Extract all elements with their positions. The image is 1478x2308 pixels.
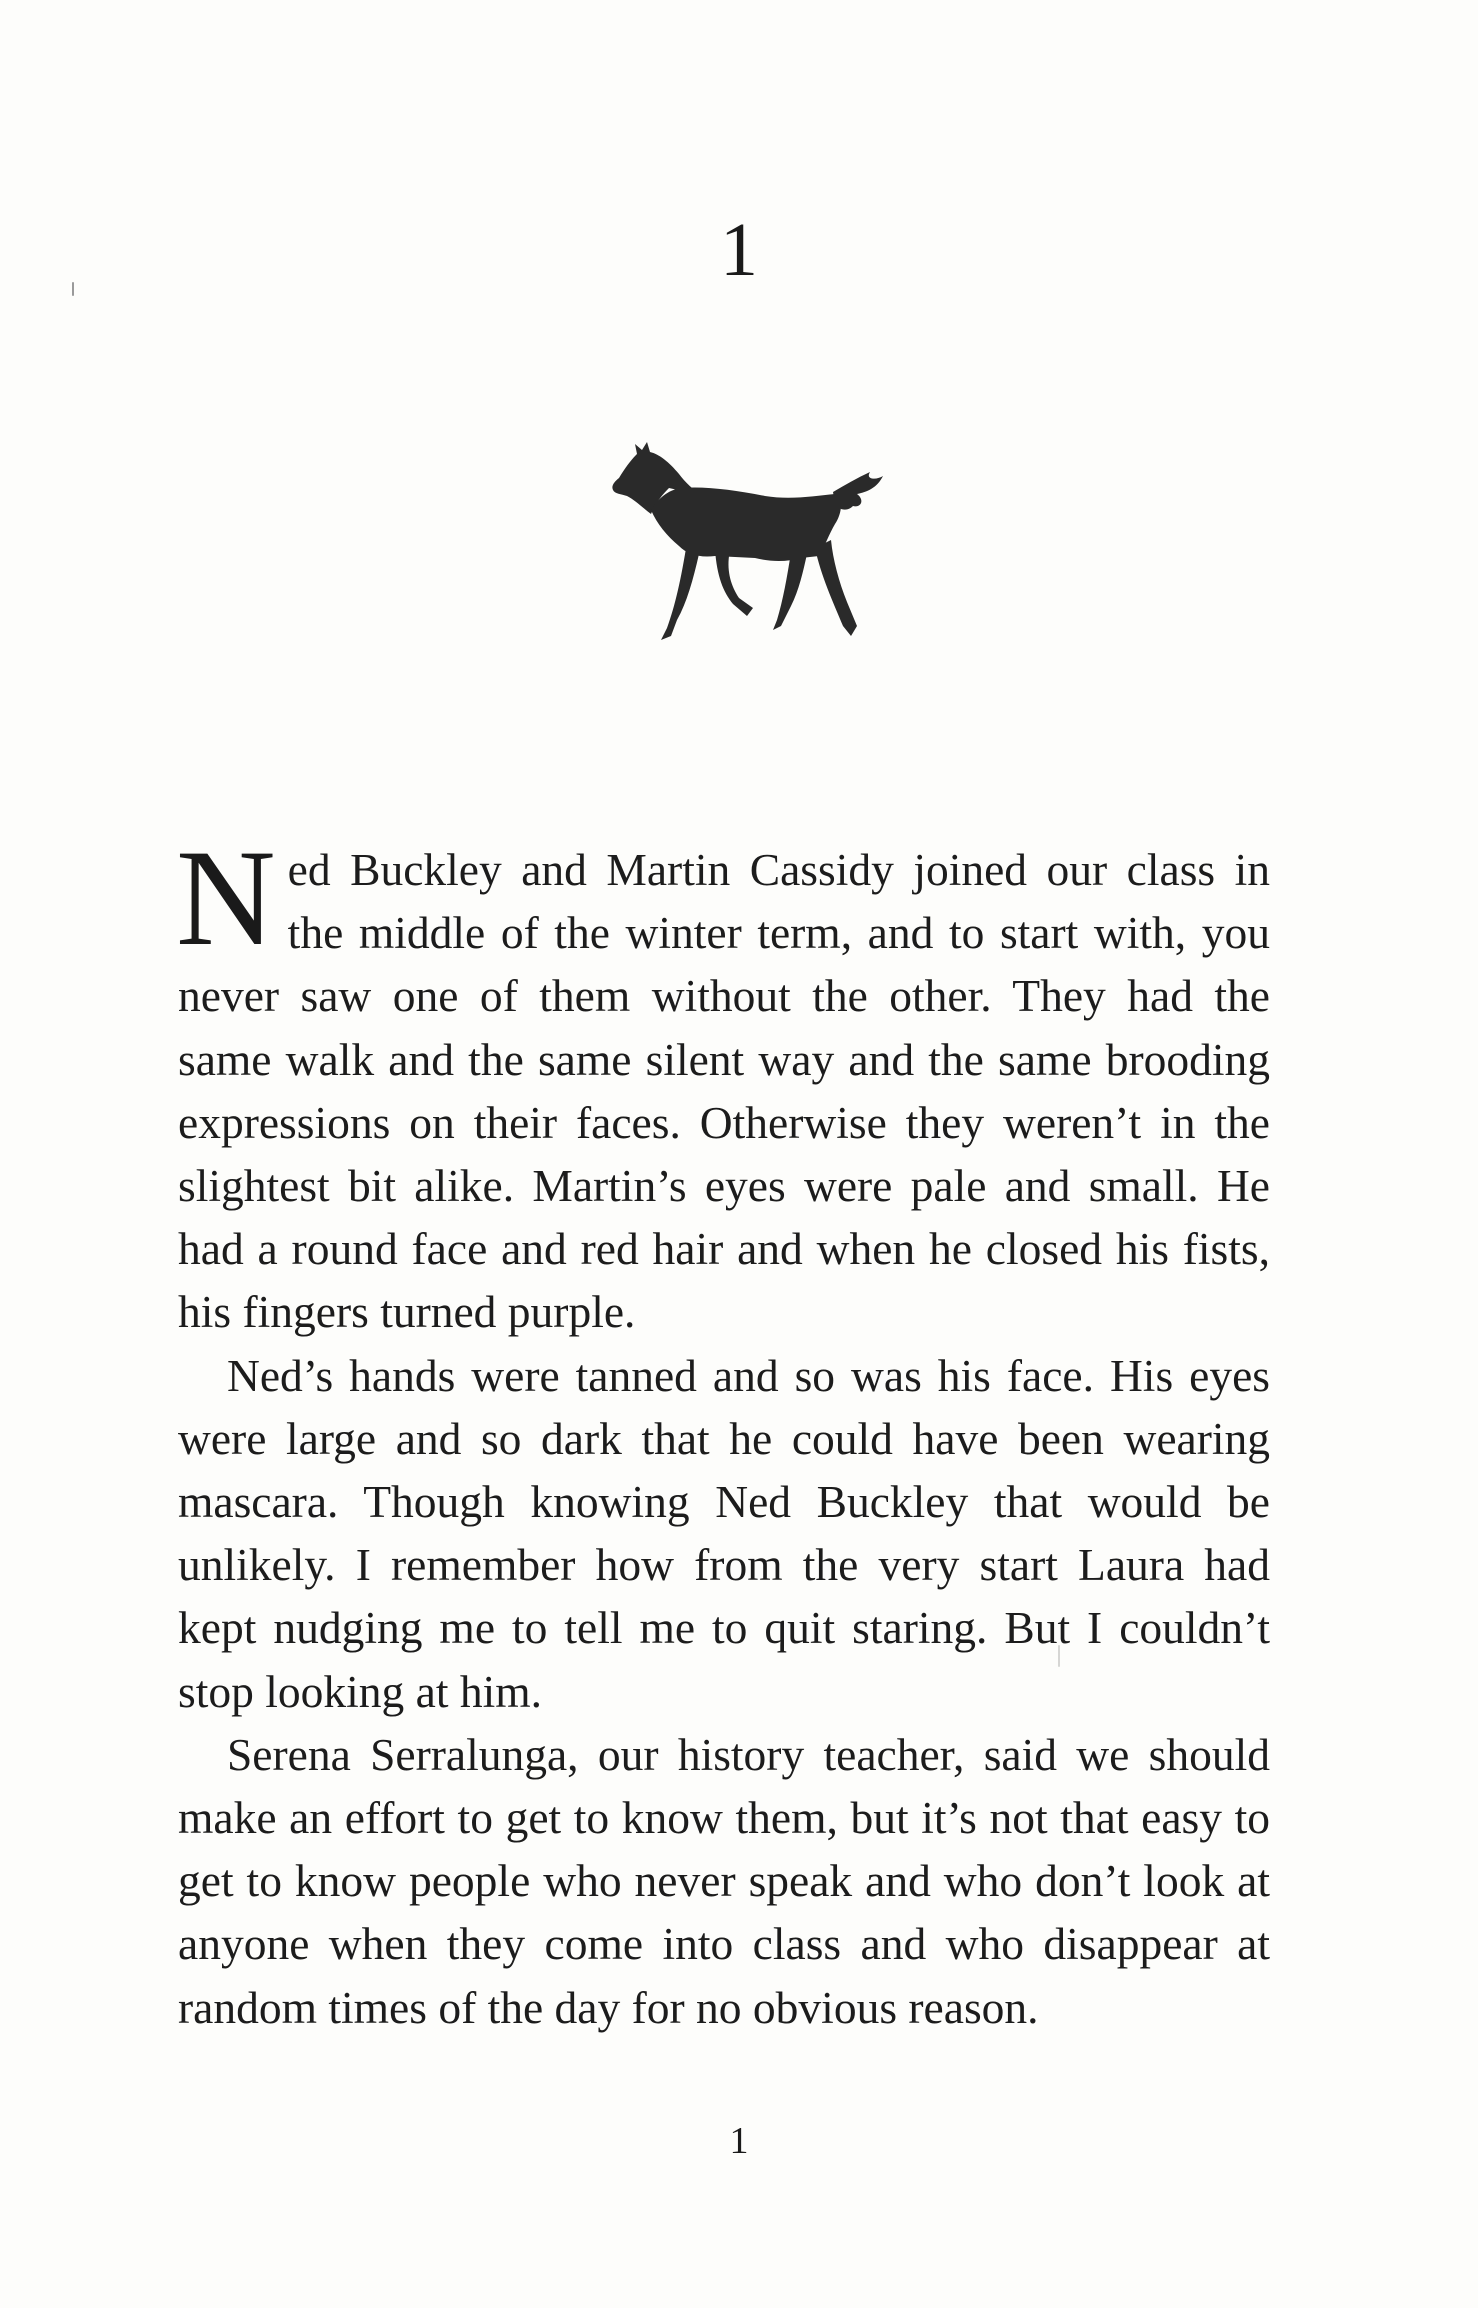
scan-speck: [72, 282, 74, 296]
chapter-body-text: [176, 821, 1270, 2039]
chapter-number: 1: [720, 208, 758, 292]
paragraph-1-text: ed Buckley and Martin Cassidy joined our class in the middle of the winter term, and to start with, you never saw one of them without the other. They had the same walk and the same silent way and the same brooding expressions on their faces. Otherwise they weren’t in the slightest bit alike. Martin’s eyes were pale and small. He had a round face and red hair and when he closed his fists, his fingers turned purple.: [178, 844, 1270, 1338]
paragraph-3: Serena Serralunga, our history teacher, said we should make an effort to get to know them, but it’s not that easy to get to know people who never speak and who don’t look at anyone when they come into class and who disappear at random times of the day for no obvious reason.: [178, 1728, 1270, 2033]
paragraph-2: Ned’s hands were tanned and so was his face. His eyes were large and so dark that he could have been wearing mascara. Though knowing Ned Buckley that would be unlikely. I remember how from the very start Laura had kept nudging me to tell me to quit staring. But I couldn’t stop looking at him.: [178, 1349, 1270, 1717]
horse-silhouette-icon: [595, 430, 885, 645]
drop-cap: N: [176, 821, 276, 974]
scan-speck: [1058, 1645, 1060, 1667]
paragraph-1: [176, 821, 1270, 1344]
page-number: 1: [729, 2120, 749, 2162]
